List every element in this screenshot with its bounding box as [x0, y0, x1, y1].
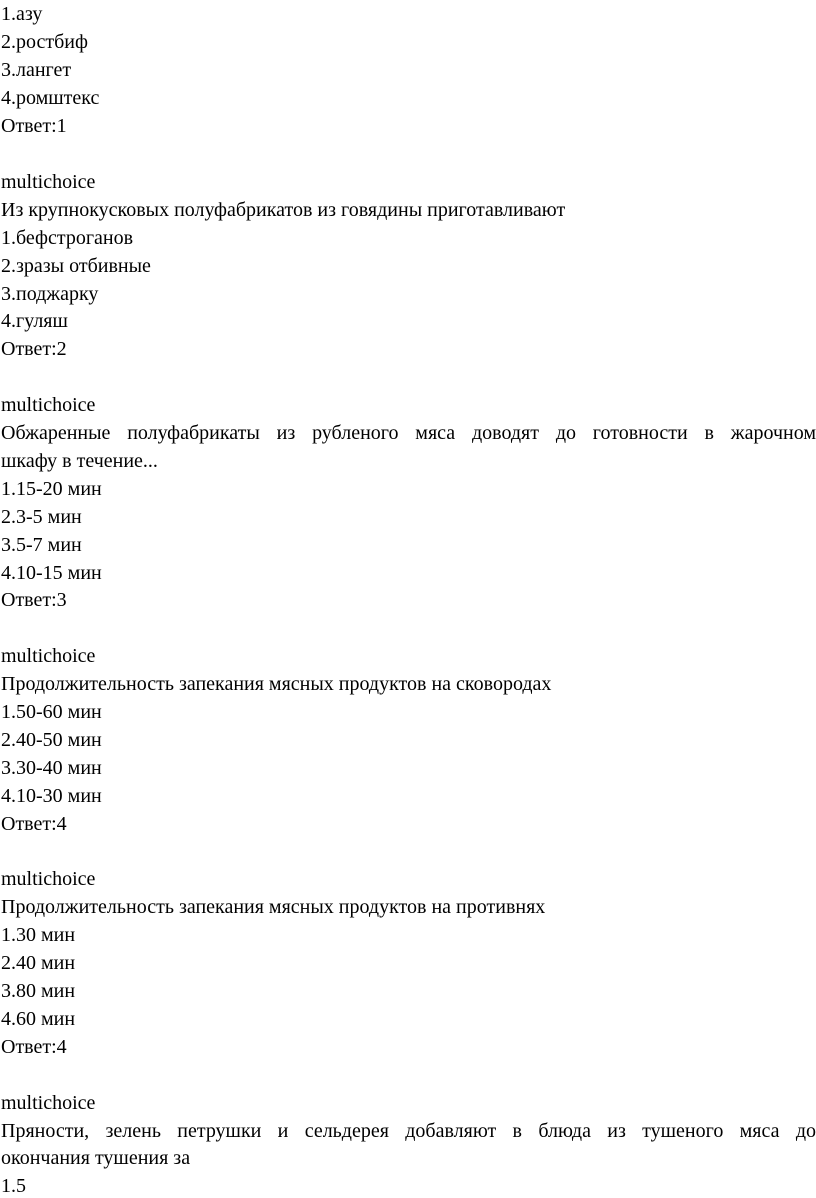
option-line: 2.ростбиф — [1, 31, 88, 53]
question-type: multichoice — [1, 1092, 96, 1114]
option-line: 1.15-20 мин — [1, 478, 102, 500]
option-line: 3.лангет — [1, 59, 72, 81]
option-line: 4.10-30 мин — [1, 785, 102, 807]
question-text: Из крупнокусковых полуфабрикатов из говядины приготавливают — [1, 199, 566, 221]
option-line: 3.поджарку — [1, 283, 99, 305]
question-text: Продолжительность запекания мясных продуктов на сковородах — [1, 673, 552, 695]
option-line: 1.бефстроганов — [1, 227, 134, 249]
option-line: 1.азу — [1, 3, 43, 25]
answer-line: Ответ:2 — [1, 338, 67, 360]
question-text: Пряности, зелень петрушки и сельдерея добавляют в блюда из тушеного мяса до — [1, 1120, 816, 1142]
answer-line: Ответ:1 — [1, 115, 67, 137]
option-line: 1.50-60 мин — [1, 701, 102, 723]
option-line: 4.10-15 мин — [1, 562, 102, 584]
question-type: multichoice — [1, 171, 96, 193]
option-line: 4.ромштекс — [1, 87, 100, 109]
option-line: 3.80 мин — [1, 980, 76, 1002]
answer-line: Ответ:4 — [1, 1036, 67, 1058]
answer-line: Ответ:3 — [1, 589, 67, 611]
question-text: окончания тушения за — [1, 1147, 191, 1169]
answer-line: Ответ:4 — [1, 813, 67, 835]
question-type: multichoice — [1, 868, 96, 890]
question-type: multichoice — [1, 645, 96, 667]
option-line: 4.60 мин — [1, 1008, 76, 1030]
question-text: Обжаренные полуфабрикаты из рубленого мяса доводят до готовности в жарочном — [1, 422, 816, 444]
option-line: 2.40 мин — [1, 952, 76, 974]
option-line: 1.30 мин — [1, 924, 76, 946]
option-line: 2.40-50 мин — [1, 729, 102, 751]
option-line: 2.зразы отбивные — [1, 255, 151, 277]
question-type: multichoice — [1, 394, 96, 416]
option-line: 3.5-7 мин — [1, 534, 82, 556]
question-text: шкафу в течение... — [1, 450, 158, 472]
option-line: 2.3-5 мин — [1, 506, 82, 528]
option-line: 3.30-40 мин — [1, 757, 102, 779]
option-line: 1.5 — [1, 1175, 26, 1197]
question-text: Продолжительность запекания мясных продуктов на противнях — [1, 896, 546, 918]
option-line: 4.гуляш — [1, 310, 68, 332]
